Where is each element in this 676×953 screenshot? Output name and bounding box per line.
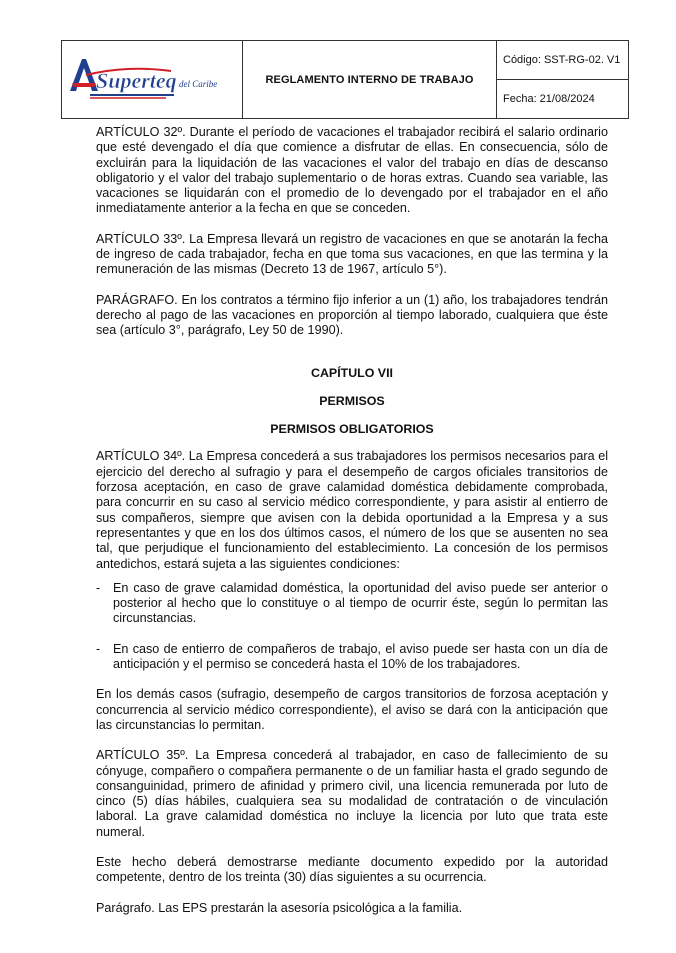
list-dash: - (96, 580, 101, 595)
chapter-heading: CAPÍTULO VII (311, 365, 393, 380)
paragrafo-eps: Parágrafo. Las EPS prestarán la asesoría psicológica a la familia. (96, 900, 463, 915)
document-body (96, 125, 608, 916)
logo-word: Superteq (96, 68, 177, 93)
document-header (61, 40, 629, 119)
paragrafo-contratos: PARÁGRAFO. En los contratos a término fijo inferior a un (1) año, los trabajadores tendrán derecho al pago de las vacaciones en proporción al tiempo laborado, cualquiera que éste sea (artículo 3°, parágrafo, Ley 50 de 1990). (96, 292, 608, 338)
article-35: ARTÍCULO 35º. La Empresa concederá al trabajador, en caso de fallecimiento de su cónyuge, compañero o compañera permanente o de un familiar hasta el grado segundo de consanguinidad, primero de afinidad y primero civil, una licencia remunerada por luto de cinco (5) días hábiles, cualquiera sea su modalidad de contratación o de vinculación laboral. La grave calamidad doméstica no incluye la licencia por luto que trata este numeral. (96, 748, 608, 839)
document-date: Fecha: 21/08/2024 (497, 79, 628, 118)
list-item (96, 642, 608, 673)
article-32: ARTÍCULO 32º. Durante el período de vacaciones el trabajador recibirá el salario ordinario que esté devengado el día que comience a disfrutar de ellas. En consecuencia, sólo de excluirán para la liquidación de las vacaciones el valor del trabajo en días de descanso obligatorio y el valor del trabajo suplementario o de horas extras. Cuando sea variable, las vacaciones se liquidarán con el promedio de lo devengado por el trabajador en el año inmediatamente anterior a la fecha en que se conceden. (96, 125, 608, 216)
section-heading-obligatorios: PERMISOS OBLIGATORIOS (270, 422, 434, 437)
document-meta (497, 41, 628, 118)
company-logo (66, 51, 238, 109)
otros-casos: En los demás casos (sufragio, desempeño de cargos transitorios de forzosa aceptación y concurrencia al servicio médico correspondiente), el aviso se dará con la anticipación que las circunstancias lo permitan. (96, 687, 608, 732)
article-33: ARTÍCULO 33º. La Empresa llevará un registro de vacaciones en que se anotarán la fecha de ingreso de cada trabajador, fecha en que toma sus vacaciones, en que las termina y la remuneración de las mismas (Decreto 13 de 1967, artículo 5°). (96, 231, 608, 277)
article-34: ARTÍCULO 34º. La Empresa concederá a sus trabajadores los permisos necesarios para el ejercicio del derecho al sufragio y para el desempeño de cargos oficiales transitorios de forzosa aceptación, en caso de grave calamidad doméstica debidamente comprobada, para concurrir en su caso al servicio médico correspondiente, y para asistir al entierro de sus compañeros, siempre que avisen con la debida oportunidad a la Empresa y a sus representantes y que en los dos últimos casos, el número de los que se ausenten no sea tal, que perjudique el funcionamiento del establecimiento. La concesión de los permisos antedichos, estará sujeta a las siguientes condiciones: (96, 449, 608, 571)
list-item-text: En caso de grave calamidad doméstica, la oportunidad del aviso puede ser anterior o posterior al hecho que lo constituye o al tiempo de ocurrir éste, según lo permitan las circunstancias. (113, 580, 608, 626)
demostracion: Este hecho deberá demostrarse mediante documento expedido por la autoridad competente, dentro de los treinta (30) días siguientes a su ocurrencia. (96, 854, 608, 885)
list-dash: - (96, 641, 101, 656)
logo-cell (62, 41, 243, 118)
list-item (96, 581, 608, 627)
logo-tagline: del Caribe (179, 79, 218, 89)
document-code: Código: SST-RG-02. V1 (503, 54, 621, 66)
list-item-text: En caso de entierro de compañeros de trabajo, el aviso puede ser hasta con un día de anticipación y el permiso se concederá hasta el 10% de los trabajadores. (113, 641, 608, 672)
section-heading-permisos: PERMISOS (319, 393, 385, 408)
document-title: REGLAMENTO INTERNO DE TRABAJO (243, 41, 497, 118)
